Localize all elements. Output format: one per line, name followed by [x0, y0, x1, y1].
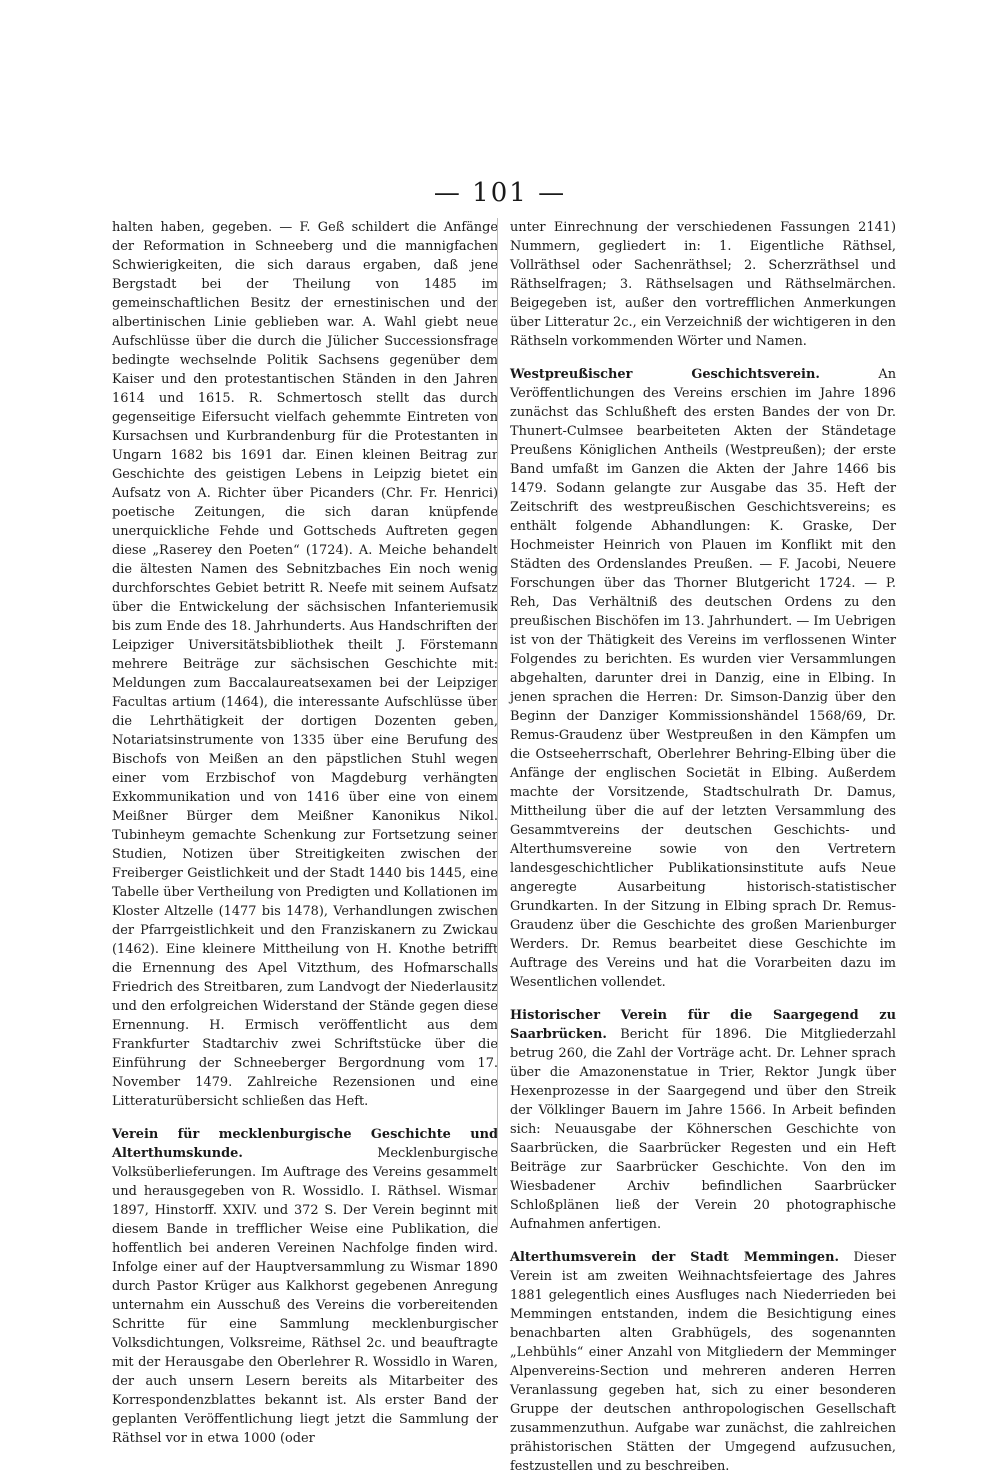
section-heading: Historischer Verein für die Saargegend zu Saarbrücken. — [510, 1008, 896, 1042]
paragraph — [112, 218, 498, 1111]
section-heading: Verein für mecklenburgische Geschichte und Alterthumskunde. — [112, 1127, 498, 1161]
paragraph-text: unter Einrechnung der verschiedenen Fassungen 2141) Nummern, gegliedert in: 1. Eigentliche Räthsel, Vollräthsel oder Sachenräthsel; 2. Scherzräthsel und Räthselfragen; 3. Räthselsagen und Räthselmärchen. Beigegeben ist, außer den vortrefflichen Anmerkungen über Litteratur 2c., ein Verzeichniß der wichtigeren in den Räthseln vorkommenden Wörter und Namen. — [510, 220, 896, 349]
section-text: Mecklenburgische Volksüberlieferungen. Im Auftrage des Vereins gesammelt und herausgegeben von R. Wossidlo. I. Räthsel. Wismar 1897, Hinstorff. XXIV. und 372 S. Der Verein beginnt mit diesem Bande in trefflicher Weise eine Publikation, die hoffentlich bei anderen Vereinen Nachfolge finden wird. Infolge einer auf der Hauptversammlung zu Wismar 1890 durch Pastor Krüger aus Kalkhorst gegebenen Anregung unternahm ein Ausschuß des Vereins die vorbereitenden Schritte für eine Sammlung mecklenburgischer Volksdichtungen, Volksreime, Räthsel 2c. und beauftragte mit der Herausgabe den Oberlehrer R. Wossidlo in Waren, der auch unsern Lesern bereits als Mitarbeiter des Korrespondenzblattes bekannt ist. Als erster Band der geplanten Veröffentlichung liegt jetzt die Sammlung der Räthsel vor in etwa 1000 (oder — [112, 1146, 498, 1446]
section-heading: Westpreußischer Geschichtsverein. — [510, 367, 820, 382]
column-divider — [497, 218, 498, 1228]
section-text: Dieser Verein ist am zweiten Weihnachtsfeiertage des Jahres 1881 gelegentlich eines Ausfluges nach Niederrieden bei Memmingen entstanden, indem die Besichtigung eines benachbarten alten Grabhügels, des sogenannten „Lehbühls“ einer Anzahl von Mitgliedern der Memminger Alpenvereins-Section und mehreren anderen Herren Veranlassung gegeben hat, sich zu einer besonderen Gruppe der deutschen anthropologischen Gesellschaft zusammenzuthun. Aufgabe war zunächst, die zahlreichen prähistorischen Stätten der Umgegend aufzusuchen, festzustellen und zu beschreiben. — [510, 1250, 896, 1474]
section-saargegend — [510, 1006, 896, 1234]
section-mecklenburg — [112, 1125, 498, 1448]
section-westpreussen — [510, 365, 896, 992]
section-text: An Veröffentlichungen des Vereins erschien im Jahre 1896 zunächst das Schlußheft des ersten Bandes der von Dr. Thunert-Culmsee bearbeiteten Akten der Ständetage Preußens Königlichen Antheils (Westpreußen); der erste Band umfaßt im Ganzen die Akten der Jahre 1466 bis 1479. Sodann gelangte zur Ausgabe das 35. Heft der Zeitschrift des westpreußischen Geschichtsvereins; es enthält folgende Abhandlungen: K. Graske, Der Hochmeister Heinrich von Plauen im Konflikt mit den Städten des Ordenslandes Preußen. — F. Jacobi, Neuere Forschungen über das Thorner Blutgericht 1724. — P. Reh, Das Verhältniß des deutschen Ordens zu den preußischen Bischöfen im 13. Jahrhundert. — Im Uebrigen ist von der Thätigkeit des Vereins im verflossenen Winter Folgendes zu berichten. Es wurden vier Versammlungen abgehalten, darunter drei in Danzig, eine in Elbing. In jenen sprachen die Herren: Dr. Simson-Danzig über den Beginn der Danziger Kommissionshändel 1568/69, Dr. Remus-Graudenz über Westpreußen in den Kämpfen um die Ostseeherrschaft, Oberlehrer Behring-Elbing über die Anfänge der englischen Societät in Elbing. Außerdem machte der Vorsitzende, Stadtschulrath Dr. Damus, Mittheilung über die auf der letzten Versammlung des Gesammtvereins der deutschen Geschichts- und Alterthumsvereine sowie von den Vertretern landesgeschichtlicher Publikationsinstitute aufs Neue angeregte Ausarbeitung historisch-statistischer Grundkarten. In der Sitzung in Elbing sprach Dr. Remus-Graudenz über die Geschichte des großen Marienburger Werders. Dr. Remus bearbeitet diese Geschichte im Auftrage des Vereins und hat die Vorarbeiten dazu im Wesentlichen vollendet. — [510, 367, 896, 990]
paragraph — [510, 218, 896, 351]
section-text: Bericht für 1896. Die Mitgliederzahl betrug 260, die Zahl der Vorträge acht. Dr. Lehner sprach über die Amazonenstatue in Trier, Rektor Jungk über Hexenprozesse in der Saargegend und über den Streik der Völklinger Bauern im Jahre 1566. In Arbeit befinden sich: Neuausgabe der Köhnerschen Geschichte von Saarbrücken, die Saarbrücker Regesten und ein Heft Beiträge zur Saarbrücker Geschichte. Von den im Wiesbadener Archiv befindlichen Saarbrücker Schloßplänen ließ der Verein 20 photographische Aufnahmen anfertigen. — [510, 1027, 896, 1232]
right-column — [510, 218, 896, 1476]
page-number: — 101 — — [433, 178, 567, 208]
section-memmingen — [510, 1248, 896, 1476]
section-heading: Alterthumsverein der Stadt Memmingen. — [510, 1250, 839, 1265]
paragraph-text: halten haben, gegeben. — F. Geß schildert die Anfänge der Reformation in Schneeberg und die mannigfachen Schwierigkeiten, die sich daraus ergaben, daß jene Bergstadt bei der Theilung von 1485 im gemeinschaftlichen Besitz der ernestinischen und der albertinischen Linie geblieben war. A. Wahl giebt neue Aufschlüsse über die durch die Jülicher Successionsfrage bedingte wechselnde Politik Sachsens gegenüber dem Kaiser und den protestantischen Ständen in den Jahren 1614 und 1615. R. Schmertosch stellt das durch gegenseitige Eifersucht vielfach gehemmte Eintreten von Kursachsen und Kurbrandenburg für die Protestanten in Ungarn 1682 bis 1691 dar. Einen kleinen Beitrag zur Geschichte des geistigen Lebens in Leipzig bietet ein Aufsatz von A. Richter über Picanders (Chr. Fr. Henrici) poetische Zeitungen, die sich daran knüpfende unerquickliche Fehde und Gottscheds Auftreten gegen diese „Raserey den Poeten“ (1724). A. Meiche behandelt die ältesten Namen des Sebnitzbaches Ein noch wenig durchforschtes Gebiet betritt R. Neefe mit seinem Aufsatz über die Entwickelung der sächsischen Infanteriemusik bis zum Ende des 18. Jahrhunderts. Aus Handschriften der Leipziger Universitätsbibliothek theilt J. Förstemann mehrere Beiträge zur sächsischen Geschichte mit: Meldungen zum Baccalaureatsexamen bei der Leipziger Facultas artium (1464), die interessante Aufschlüsse über die Lehrthätigkeit der dortigen Dozenten geben, Notariatsinstrumente von 1335 über eine Berufung des Bischofs von Meißen an den päpstlichen Stuhl wegen einer vom Erzbischof von Magdeburg verhängten Exkommunikation und von 1416 über eine von einem Meißner Bürger dem Meißner Kanonikus Nikol. Tubinheym gemachte Schenkung zur Fortsetzung seiner Studien, Notizen über Streitigkeiten zwischen der Freiberger Geistlichkeit und der Stadt 1440 bis 1445, eine Tabelle über Vertheilung von Predigten und Kollationen im Kloster Altzelle (1477 bis 1478), Verhandlungen zwischen der Pfarrgeistlichkeit und den Franziskanern zu Zwickau (1462). Eine kleinere Mittheilung von H. Knothe betrifft die Ernennung des Apel Vitzthum, des Hofmarschalls Friedrich des Streitbaren, zum Landvogt der Niederlausitz und den erfolgreichen Widerstand der Stände gegen diese Ernennung. H. Ermisch veröffentlicht aus dem Frankfurter Stadtarchiv zwei Schriftstücke über die Einführung der Schneeberger Bergordnung vom 17. November 1479. Zahlreiche Rezensionen und eine Litteraturübersicht schließen das Heft. — [112, 220, 498, 1109]
left-column — [112, 218, 498, 1448]
